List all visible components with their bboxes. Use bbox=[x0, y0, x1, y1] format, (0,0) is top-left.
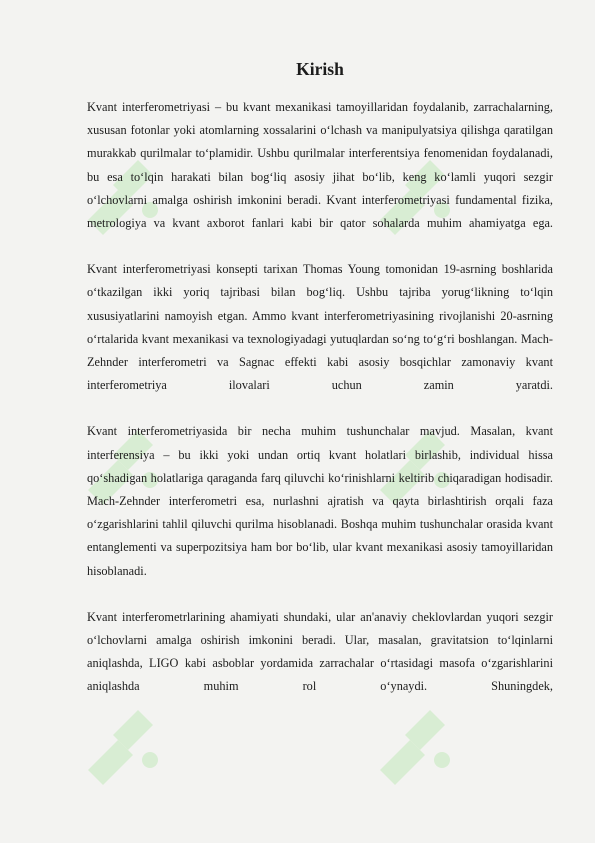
page-title: Kirish bbox=[296, 59, 344, 79]
watermark-logo-icon bbox=[78, 700, 168, 790]
document-body bbox=[87, 58, 553, 699]
watermark-logo-icon bbox=[370, 700, 460, 790]
paragraph-history: Kvant interferometriyasi konsepti tarixan Thomas Young tomonidan 19-asrning boshlarida o‘tkazilgan ikki yoriq tajribasi bilan bog‘liq. Ushbu tajriba yorug‘likning to‘lqin xususiyatlarini namoyish etgan. Ammo kvant interferometriyasining rivojlanishi 20-asrning o‘rtalarida kvant mexanikasi va texnologiyadagi yutuqlardan so‘ng to‘g‘ri boshlangan. Mach-Zehnder interferometri va Sagnac effekti kabi asosiy bosqichlar zamonaviy kvant interferometriya ilovalari uchun zamin yaratdi. bbox=[87, 262, 553, 393]
paragraph-key-concepts: Kvant interferometriyasida bir necha muhim tushunchalar mavjud. Masalan, kvant interferensiya – bu ikki yoki undan ortiq kvant holatlari birlashib, individual hissa qo‘shadigan holatlariga qaraganda farq qiluvchi ko‘rinishlarni keltirib chiqaradigan hodisadir. Mach-Zehnder interferometri esa, nurlashni ajratish va qayta birlashtirish orqali faza o‘zgarishlarini tahlil qiluvchi qurilma hisoblanadi. Boshqa muhim tushunchalar orasida kvant entanglementi va superpozitsiya ham bor bo‘lib, ular kvant mexanikasi asosiy tamoyillaridan hisoblanadi. bbox=[87, 424, 553, 578]
paragraph-introduction: Kvant interferometriyasi – bu kvant mexanikasi tamoyillaridan foydalanib, zarrachalarning, xususan fotonlar yoki atomlarning xossalarini o‘lchash va manipulyatsiya qilishga qaratilgan murakkab qurilmalar to‘plamidir. Ushbu qurilmalar interferentsiya fenomenidan foydalanadi, bu esa to‘lqin harakati bilan bog‘liq asosiy jihat bo‘lib, keng ko‘lamli yuqori sezgir o‘lchovlarni amalga oshirish imkonini beradi. Kvant interferometriyasi fundamental fizika, metrologiya va kvant axborot fanlari kabi bir qator sohalarda muhim ahamiyatga ega. bbox=[87, 100, 553, 231]
paragraph-significance: Kvant interferometrlarining ahamiyati shundaki, ular an'anaviy cheklovlardan yuqori sezgir o‘lchovlarni amalga oshirish imkonini beradi. Ular, masalan, gravitatsion to‘lqinlarni aniqlashda, LIGO kabi asboblar yordamida zarrachalar o‘rtasidagi masofa o‘zgarishlarini aniqlashda muhim rol o‘ynaydi. Shuningdek, bbox=[87, 609, 553, 694]
